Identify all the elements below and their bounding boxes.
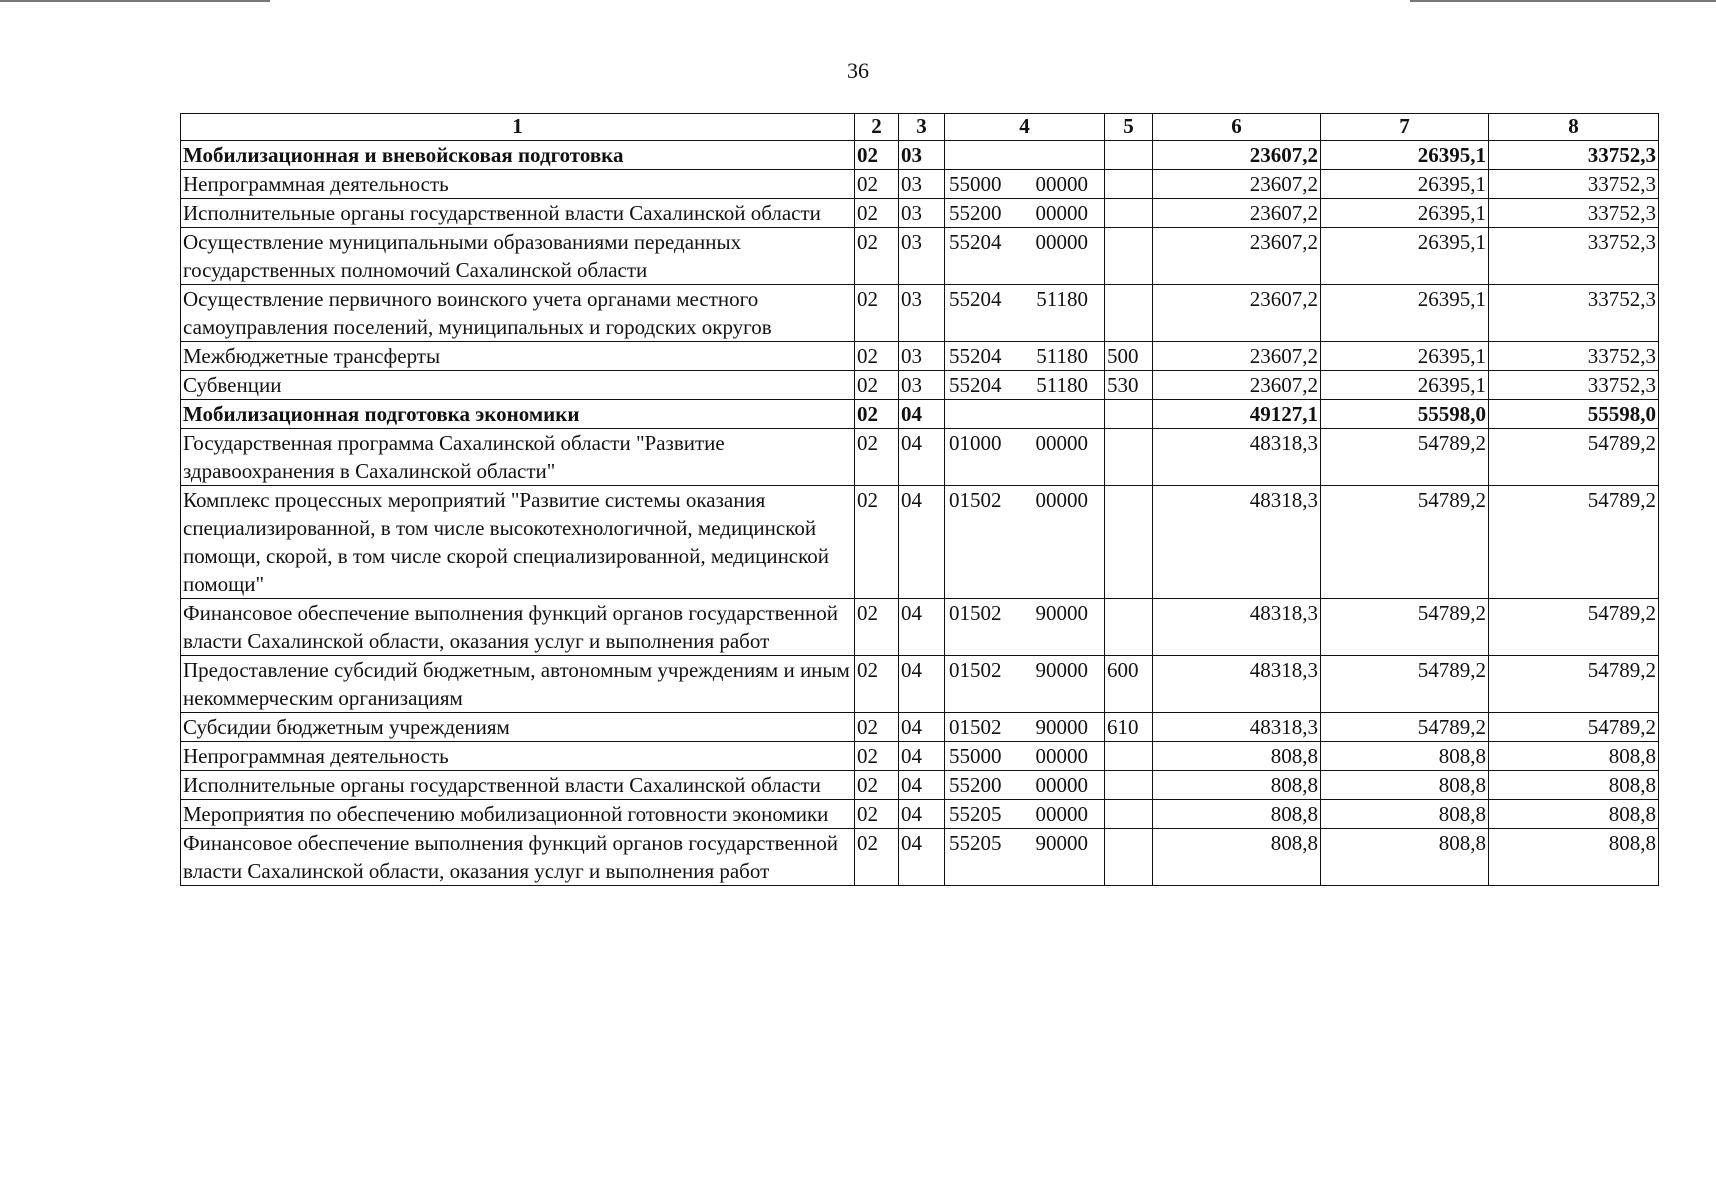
expense-type-cell [1105, 141, 1153, 170]
target-article-cell [945, 228, 1105, 285]
direction-code: 90000 [1035, 601, 1088, 625]
amount-col6-cell: 23607,2 [1153, 170, 1321, 199]
amount-col6-cell: 23607,2 [1153, 199, 1321, 228]
program-code: 55204 [949, 287, 1002, 311]
section-code-cell: 02 [855, 829, 899, 886]
row-name-cell: Субсидии бюджетным учреждениям [181, 713, 855, 742]
section-code-cell: 02 [855, 170, 899, 199]
amount-col7-cell: 26395,1 [1321, 371, 1489, 400]
amount-col6-cell: 23607,2 [1153, 285, 1321, 342]
amount-col8-cell: 33752,3 [1489, 342, 1659, 371]
row-name-cell: Непрограммная деятельность [181, 742, 855, 771]
program-code: 55000 [949, 744, 1002, 768]
expense-type-cell: 500 [1105, 342, 1153, 371]
amount-col6-cell: 48318,3 [1153, 599, 1321, 656]
column-header-8: 8 [1489, 114, 1659, 141]
table-row [181, 141, 1659, 170]
program-code: 55204 [949, 373, 1002, 397]
section-code-cell: 02 [855, 228, 899, 285]
program-code: 01502 [949, 715, 1002, 739]
amount-col6-cell: 23607,2 [1153, 228, 1321, 285]
section-code-cell: 02 [855, 771, 899, 800]
program-code: 01502 [949, 658, 1002, 682]
program-code: 55000 [949, 172, 1002, 196]
target-article-cell [945, 599, 1105, 656]
program-code: 01502 [949, 488, 1002, 512]
amount-col8-cell: 33752,3 [1489, 228, 1659, 285]
section-code-cell: 02 [855, 599, 899, 656]
section-code-cell: 02 [855, 800, 899, 829]
target-article-cell [945, 713, 1105, 742]
table-row [181, 371, 1659, 400]
program-code: 55204 [949, 230, 1002, 254]
amount-col7-cell: 26395,1 [1321, 228, 1489, 285]
direction-code: 51180 [1036, 373, 1088, 397]
subsection-code-cell: 03 [899, 141, 945, 170]
column-header-2: 2 [855, 114, 899, 141]
program-code: 01000 [949, 431, 1002, 455]
target-article-cell [945, 771, 1105, 800]
amount-col8-cell: 54789,2 [1489, 486, 1659, 599]
program-code: 55200 [949, 773, 1002, 797]
expense-type-cell: 530 [1105, 371, 1153, 400]
target-article-cell [945, 800, 1105, 829]
amount-col7-cell: 54789,2 [1321, 486, 1489, 599]
expense-type-cell [1105, 829, 1153, 886]
amount-col6-cell: 48318,3 [1153, 429, 1321, 486]
section-code-cell: 02 [855, 199, 899, 228]
amount-col7-cell: 26395,1 [1321, 141, 1489, 170]
row-name-cell: Непрограммная деятельность [181, 170, 855, 199]
row-name-cell: Финансовое обеспечение выполнения функций органов государственной власти Сахалинской области, оказания услуг и выполнения работ [181, 829, 855, 886]
row-name-cell: Осуществление первичного воинского учета органами местного самоуправления поселений, муниципальных и городских округов [181, 285, 855, 342]
amount-col8-cell: 808,8 [1489, 800, 1659, 829]
amount-col7-cell: 808,8 [1321, 800, 1489, 829]
amount-col8-cell: 33752,3 [1489, 199, 1659, 228]
amount-col8-cell: 808,8 [1489, 742, 1659, 771]
subsection-code-cell: 04 [899, 429, 945, 486]
row-name-cell: Мероприятия по обеспечению мобилизационной готовности экономики [181, 800, 855, 829]
target-article-cell [945, 285, 1105, 342]
column-header-6: 6 [1153, 114, 1321, 141]
target-article-cell [945, 486, 1105, 599]
amount-col7-cell: 54789,2 [1321, 599, 1489, 656]
row-name-cell: Государственная программа Сахалинской области "Развитие здравоохранения в Сахалинской области" [181, 429, 855, 486]
direction-code: 00000 [1035, 773, 1088, 797]
column-header-5: 5 [1105, 114, 1153, 141]
subsection-code-cell: 04 [899, 656, 945, 713]
amount-col8-cell: 33752,3 [1489, 170, 1659, 199]
amount-col8-cell: 54789,2 [1489, 656, 1659, 713]
column-header-4: 4 [945, 114, 1105, 141]
amount-col6-cell: 808,8 [1153, 742, 1321, 771]
table-row [181, 486, 1659, 599]
amount-col8-cell: 808,8 [1489, 829, 1659, 886]
page-number: 36 [847, 58, 869, 83]
amount-col6-cell: 48318,3 [1153, 486, 1321, 599]
target-article-cell [945, 429, 1105, 486]
direction-code: 00000 [1035, 802, 1088, 826]
subsection-code-cell: 04 [899, 599, 945, 656]
table-row [181, 656, 1659, 713]
amount-col6-cell: 48318,3 [1153, 656, 1321, 713]
subsection-code-cell: 03 [899, 342, 945, 371]
subsection-code-cell: 03 [899, 228, 945, 285]
target-article-cell [945, 656, 1105, 713]
amount-col8-cell: 33752,3 [1489, 141, 1659, 170]
row-name-cell: Мобилизационная подготовка экономики [181, 400, 855, 429]
amount-col7-cell: 26395,1 [1321, 170, 1489, 199]
table-row [181, 771, 1659, 800]
subsection-code-cell: 04 [899, 400, 945, 429]
expense-type-cell [1105, 429, 1153, 486]
direction-code: 00000 [1035, 744, 1088, 768]
expense-type-cell [1105, 400, 1153, 429]
expense-type-cell [1105, 486, 1153, 599]
table-row [181, 429, 1659, 486]
direction-code: 00000 [1035, 488, 1088, 512]
row-name-cell: Осуществление муниципальными образованиями переданных государственных полномочий Сахалинской области [181, 228, 855, 285]
table-row [181, 228, 1659, 285]
amount-col6-cell: 49127,1 [1153, 400, 1321, 429]
program-code: 55205 [949, 802, 1002, 826]
row-name-cell: Исполнительные органы государственной власти Сахалинской области [181, 199, 855, 228]
table-row [181, 199, 1659, 228]
expense-type-cell [1105, 285, 1153, 342]
expense-type-cell [1105, 742, 1153, 771]
expense-type-cell [1105, 228, 1153, 285]
program-code: 55204 [949, 344, 1002, 368]
section-code-cell: 02 [855, 285, 899, 342]
amount-col6-cell: 23607,2 [1153, 342, 1321, 371]
row-name-cell: Субвенции [181, 371, 855, 400]
expense-type-cell: 610 [1105, 713, 1153, 742]
section-code-cell: 02 [855, 656, 899, 713]
subsection-code-cell: 03 [899, 371, 945, 400]
row-name-cell: Комплекс процессных мероприятий "Развитие системы оказания специализированной, в том числе высокотехнологичной, медицинской помощи, скорой, в том числе скорой специализированной, медицинской помощи" [181, 486, 855, 599]
section-code-cell: 02 [855, 742, 899, 771]
amount-col7-cell: 54789,2 [1321, 429, 1489, 486]
target-article-cell [945, 829, 1105, 886]
row-name-cell: Предоставление субсидий бюджетным, автономным учреждениям и иным некоммерческим организациям [181, 656, 855, 713]
table-row [181, 742, 1659, 771]
subsection-code-cell: 04 [899, 800, 945, 829]
direction-code: 90000 [1035, 658, 1088, 682]
amount-col7-cell: 26395,1 [1321, 285, 1489, 342]
top-rule-right [1410, 0, 1716, 2]
column-header-3: 3 [899, 114, 945, 141]
amount-col6-cell: 808,8 [1153, 800, 1321, 829]
direction-code: 00000 [1035, 172, 1088, 196]
table-body [181, 141, 1659, 886]
target-article-cell [945, 371, 1105, 400]
target-article-cell [945, 170, 1105, 199]
direction-code: 90000 [1035, 715, 1088, 739]
expense-type-cell [1105, 771, 1153, 800]
amount-col8-cell: 33752,3 [1489, 285, 1659, 342]
table-row [181, 800, 1659, 829]
subsection-code-cell: 04 [899, 486, 945, 599]
expense-type-cell [1105, 199, 1153, 228]
section-code-cell: 02 [855, 371, 899, 400]
budget-table [180, 113, 1659, 886]
direction-code: 51180 [1036, 287, 1088, 311]
subsection-code-cell: 04 [899, 771, 945, 800]
column-header-7: 7 [1321, 114, 1489, 141]
program-code: 55200 [949, 201, 1002, 225]
section-code-cell: 02 [855, 429, 899, 486]
table-row [181, 829, 1659, 886]
section-code-cell: 02 [855, 141, 899, 170]
table-row [181, 599, 1659, 656]
subsection-code-cell: 03 [899, 199, 945, 228]
subsection-code-cell: 04 [899, 742, 945, 771]
target-article-cell [945, 199, 1105, 228]
direction-code: 90000 [1035, 831, 1088, 855]
row-name-cell: Межбюджетные трансферты [181, 342, 855, 371]
table-row [181, 400, 1659, 429]
row-name-cell: Мобилизационная и вневойсковая подготовка [181, 141, 855, 170]
subsection-code-cell: 04 [899, 713, 945, 742]
direction-code: 51180 [1036, 344, 1088, 368]
amount-col8-cell: 54789,2 [1489, 599, 1659, 656]
target-article-cell [945, 141, 1105, 170]
expense-type-cell [1105, 800, 1153, 829]
amount-col8-cell: 33752,3 [1489, 371, 1659, 400]
section-code-cell: 02 [855, 486, 899, 599]
row-name-cell: Финансовое обеспечение выполнения функций органов государственной власти Сахалинской области, оказания услуг и выполнения работ [181, 599, 855, 656]
section-code-cell: 02 [855, 713, 899, 742]
amount-col7-cell: 808,8 [1321, 771, 1489, 800]
column-header-1: 1 [181, 114, 855, 141]
direction-code: 00000 [1035, 431, 1088, 455]
table-row [181, 713, 1659, 742]
program-code: 55205 [949, 831, 1002, 855]
amount-col7-cell: 54789,2 [1321, 656, 1489, 713]
table-row [181, 342, 1659, 371]
amount-col6-cell: 808,8 [1153, 771, 1321, 800]
target-article-cell [945, 342, 1105, 371]
subsection-code-cell: 04 [899, 829, 945, 886]
expense-type-cell [1105, 170, 1153, 199]
row-name-cell: Исполнительные органы государственной власти Сахалинской области [181, 771, 855, 800]
amount-col8-cell: 55598,0 [1489, 400, 1659, 429]
expense-type-cell: 600 [1105, 656, 1153, 713]
amount-col8-cell: 54789,2 [1489, 713, 1659, 742]
program-code: 01502 [949, 601, 1002, 625]
expense-type-cell [1105, 599, 1153, 656]
amount-col8-cell: 808,8 [1489, 771, 1659, 800]
table-row [181, 170, 1659, 199]
amount-col6-cell: 23607,2 [1153, 371, 1321, 400]
amount-col6-cell: 48318,3 [1153, 713, 1321, 742]
amount-col6-cell: 808,8 [1153, 829, 1321, 886]
header-row [181, 114, 1659, 141]
direction-code: 00000 [1035, 230, 1088, 254]
amount-col7-cell: 26395,1 [1321, 199, 1489, 228]
amount-col7-cell: 808,8 [1321, 742, 1489, 771]
target-article-cell [945, 742, 1105, 771]
table-row [181, 285, 1659, 342]
direction-code: 00000 [1035, 201, 1088, 225]
amount-col6-cell: 23607,2 [1153, 141, 1321, 170]
amount-col7-cell: 26395,1 [1321, 342, 1489, 371]
amount-col7-cell: 54789,2 [1321, 713, 1489, 742]
amount-col8-cell: 54789,2 [1489, 429, 1659, 486]
amount-col7-cell: 808,8 [1321, 829, 1489, 886]
top-rule-left [0, 0, 270, 2]
section-code-cell: 02 [855, 342, 899, 371]
section-code-cell: 02 [855, 400, 899, 429]
subsection-code-cell: 03 [899, 170, 945, 199]
amount-col7-cell: 55598,0 [1321, 400, 1489, 429]
target-article-cell [945, 400, 1105, 429]
subsection-code-cell: 03 [899, 285, 945, 342]
